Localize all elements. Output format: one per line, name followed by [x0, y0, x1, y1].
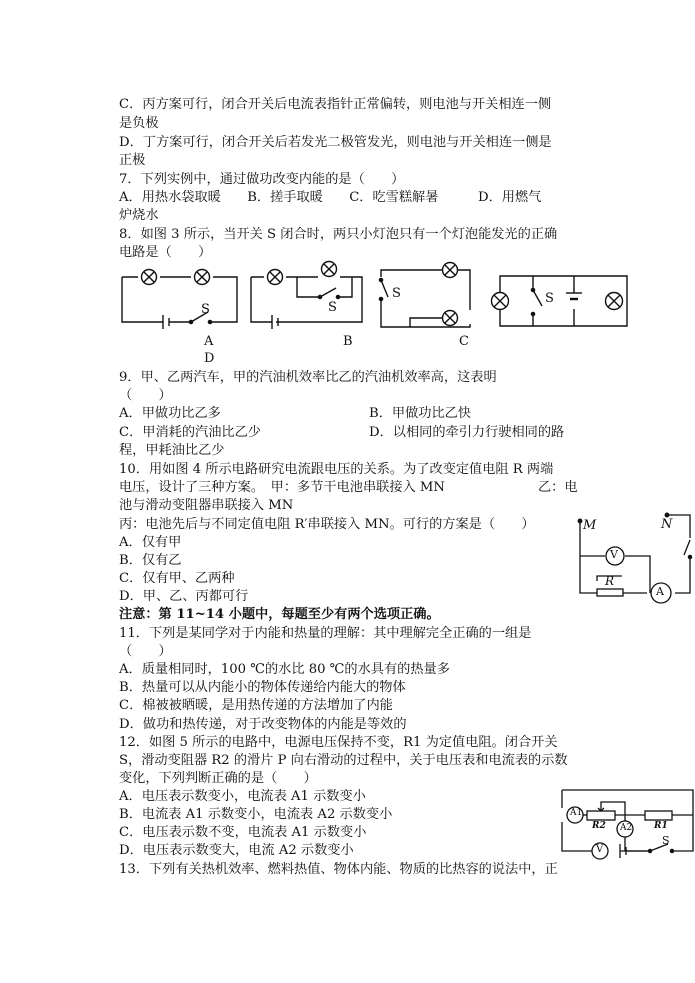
fig5-switch-label: S — [662, 834, 670, 847]
q10-option-c: C．仅有甲、乙两种 — [119, 571, 235, 586]
question-13: 13．下列有关热机效率、燃料热值、物体内能、物质的比热容的说法中，正 — [119, 862, 558, 877]
q9-option-b: B．甲做功比乙快 — [369, 406, 472, 421]
q9-option-d-cont: 程，甲耗油比乙少 — [119, 443, 225, 458]
circuit-d-switch-label: S — [545, 291, 554, 306]
q11-option-c: C．棉被被晒暖，是用热传递的方法增加了内能 — [119, 698, 393, 713]
question-7: 7．下列实例中，通过做功改变内能的是（ ） — [119, 172, 405, 187]
question-10-line4: 丙：电池先后与不同定值电阻 R′串联接入 MN。可行的方案是（ ） — [119, 517, 535, 532]
question-11: 11．下列是某同学对于内能和热量的理解：其中理解完全正确的一组是 — [119, 626, 532, 641]
q12-option-d: D．电压表示数变大，电流 A2 示数变小 — [119, 843, 354, 858]
question-12: 12．如图 5 所示的电路中，电源电压保持不变，R1 为定值电阻。闭合开关 — [119, 735, 558, 750]
question-8-cont: 电路是（ ） — [119, 245, 212, 260]
label-d: D — [204, 351, 215, 366]
question-9: 9．甲、乙两汽车，甲的汽油机效率比乙的汽油机效率高，这表明 — [119, 370, 497, 385]
fig5-r1-label: R1 — [654, 821, 668, 831]
fig4-resistor-label: R — [605, 574, 615, 588]
question-10-line3: 池与滑动变阻器串联接入 MN — [119, 498, 294, 513]
question-11-paren: （ ） — [119, 644, 172, 659]
label-b: B — [343, 334, 353, 349]
text-line: D．丁方案可行，闭合开关后若发光二极管发光，则电池与开关相连一侧是 — [119, 135, 552, 150]
fig5-ammeter-a2: A2 — [620, 823, 633, 833]
q12-option-c: C．电压表示数不变，电流表 A1 示数变小 — [119, 825, 367, 840]
circuit-a-switch-label: S — [201, 302, 210, 317]
note-multiple-choice: 注意：第 11~14 小题中，每题至少有两个选项正确。 — [119, 607, 440, 622]
fig5-r2-label: R2 — [592, 821, 606, 831]
q10-option-b: B．仅有乙 — [119, 553, 182, 568]
q10-option-a: A．仅有甲 — [119, 535, 182, 550]
question-8: 8．如图 3 所示，当开关 S 闭合时，两只小灯泡只有一个灯泡能发光的正确 — [119, 227, 558, 242]
fig5-ammeter-a1: A1 — [570, 808, 583, 818]
question-12-line2: S，滑动变阻器 R2 的滑片 P 向右滑动的过程中，关于电压表和电流表的示数 — [119, 753, 568, 768]
q10-option-d: D．甲、乙、丙都可行 — [119, 589, 249, 604]
question-10-line2-right: 乙：电 — [538, 480, 578, 495]
q12-option-a: A．电压表示数变小，电流表 A1 示数变小 — [119, 789, 366, 804]
text-line: 是负极 — [119, 116, 159, 131]
q11-option-a: A．质量相同时，100 ℃的水比 80 ℃的水具有的热量多 — [119, 662, 450, 677]
question-10: 10．用如图 4 所示电路研究电流跟电压的关系。为了改变定值电阻 R 两端 — [119, 462, 554, 477]
q11-option-d: D．做功和热传递，对于改变物体的内能是等效的 — [119, 717, 407, 732]
text-line: 正极 — [119, 153, 146, 168]
fig5-voltmeter: V — [596, 844, 604, 855]
text-line: C．丙方案可行，闭合开关后电流表指针正常偏转，则电池与开关相连一侧 — [119, 97, 552, 112]
question-9-paren: （ ） — [119, 388, 172, 403]
fig4-label-m: M — [583, 518, 597, 533]
q9-option-c: C．甲消耗的汽油比乙少 — [119, 425, 261, 440]
fig4-label-n: N — [661, 517, 673, 532]
label-c: C — [459, 334, 469, 349]
q7-options-cont: 炉烧水 — [119, 208, 159, 223]
q9-option-a: A．甲做功比乙多 — [119, 406, 221, 421]
circuit-c-switch-label: S — [392, 286, 401, 301]
question-12-line3: 变化，下列判断正确的是（ ） — [119, 771, 317, 786]
label-a: A — [204, 334, 214, 349]
fig4-ammeter-label: A — [656, 585, 664, 598]
q12-option-b: B．电流表 A1 示数变小，电流表 A2 示数变小 — [119, 807, 393, 822]
q7-options: A．用热水袋取暖 B．搓手取暖 C．吃雪糕解暑 D．用燃气 — [119, 190, 542, 205]
question-10-line2: 电压，设计了三种方案。 甲：多节干电池串联接入 MN — [119, 480, 445, 495]
q9-option-d: D．以相同的牵引力行驶相同的路 — [369, 425, 565, 440]
fig4-voltmeter-label: V — [610, 548, 618, 561]
circuit-b-switch-label: S — [328, 300, 337, 315]
q11-option-b: B．热量可以从内能小的物体传递给内能大的物体 — [119, 680, 406, 695]
